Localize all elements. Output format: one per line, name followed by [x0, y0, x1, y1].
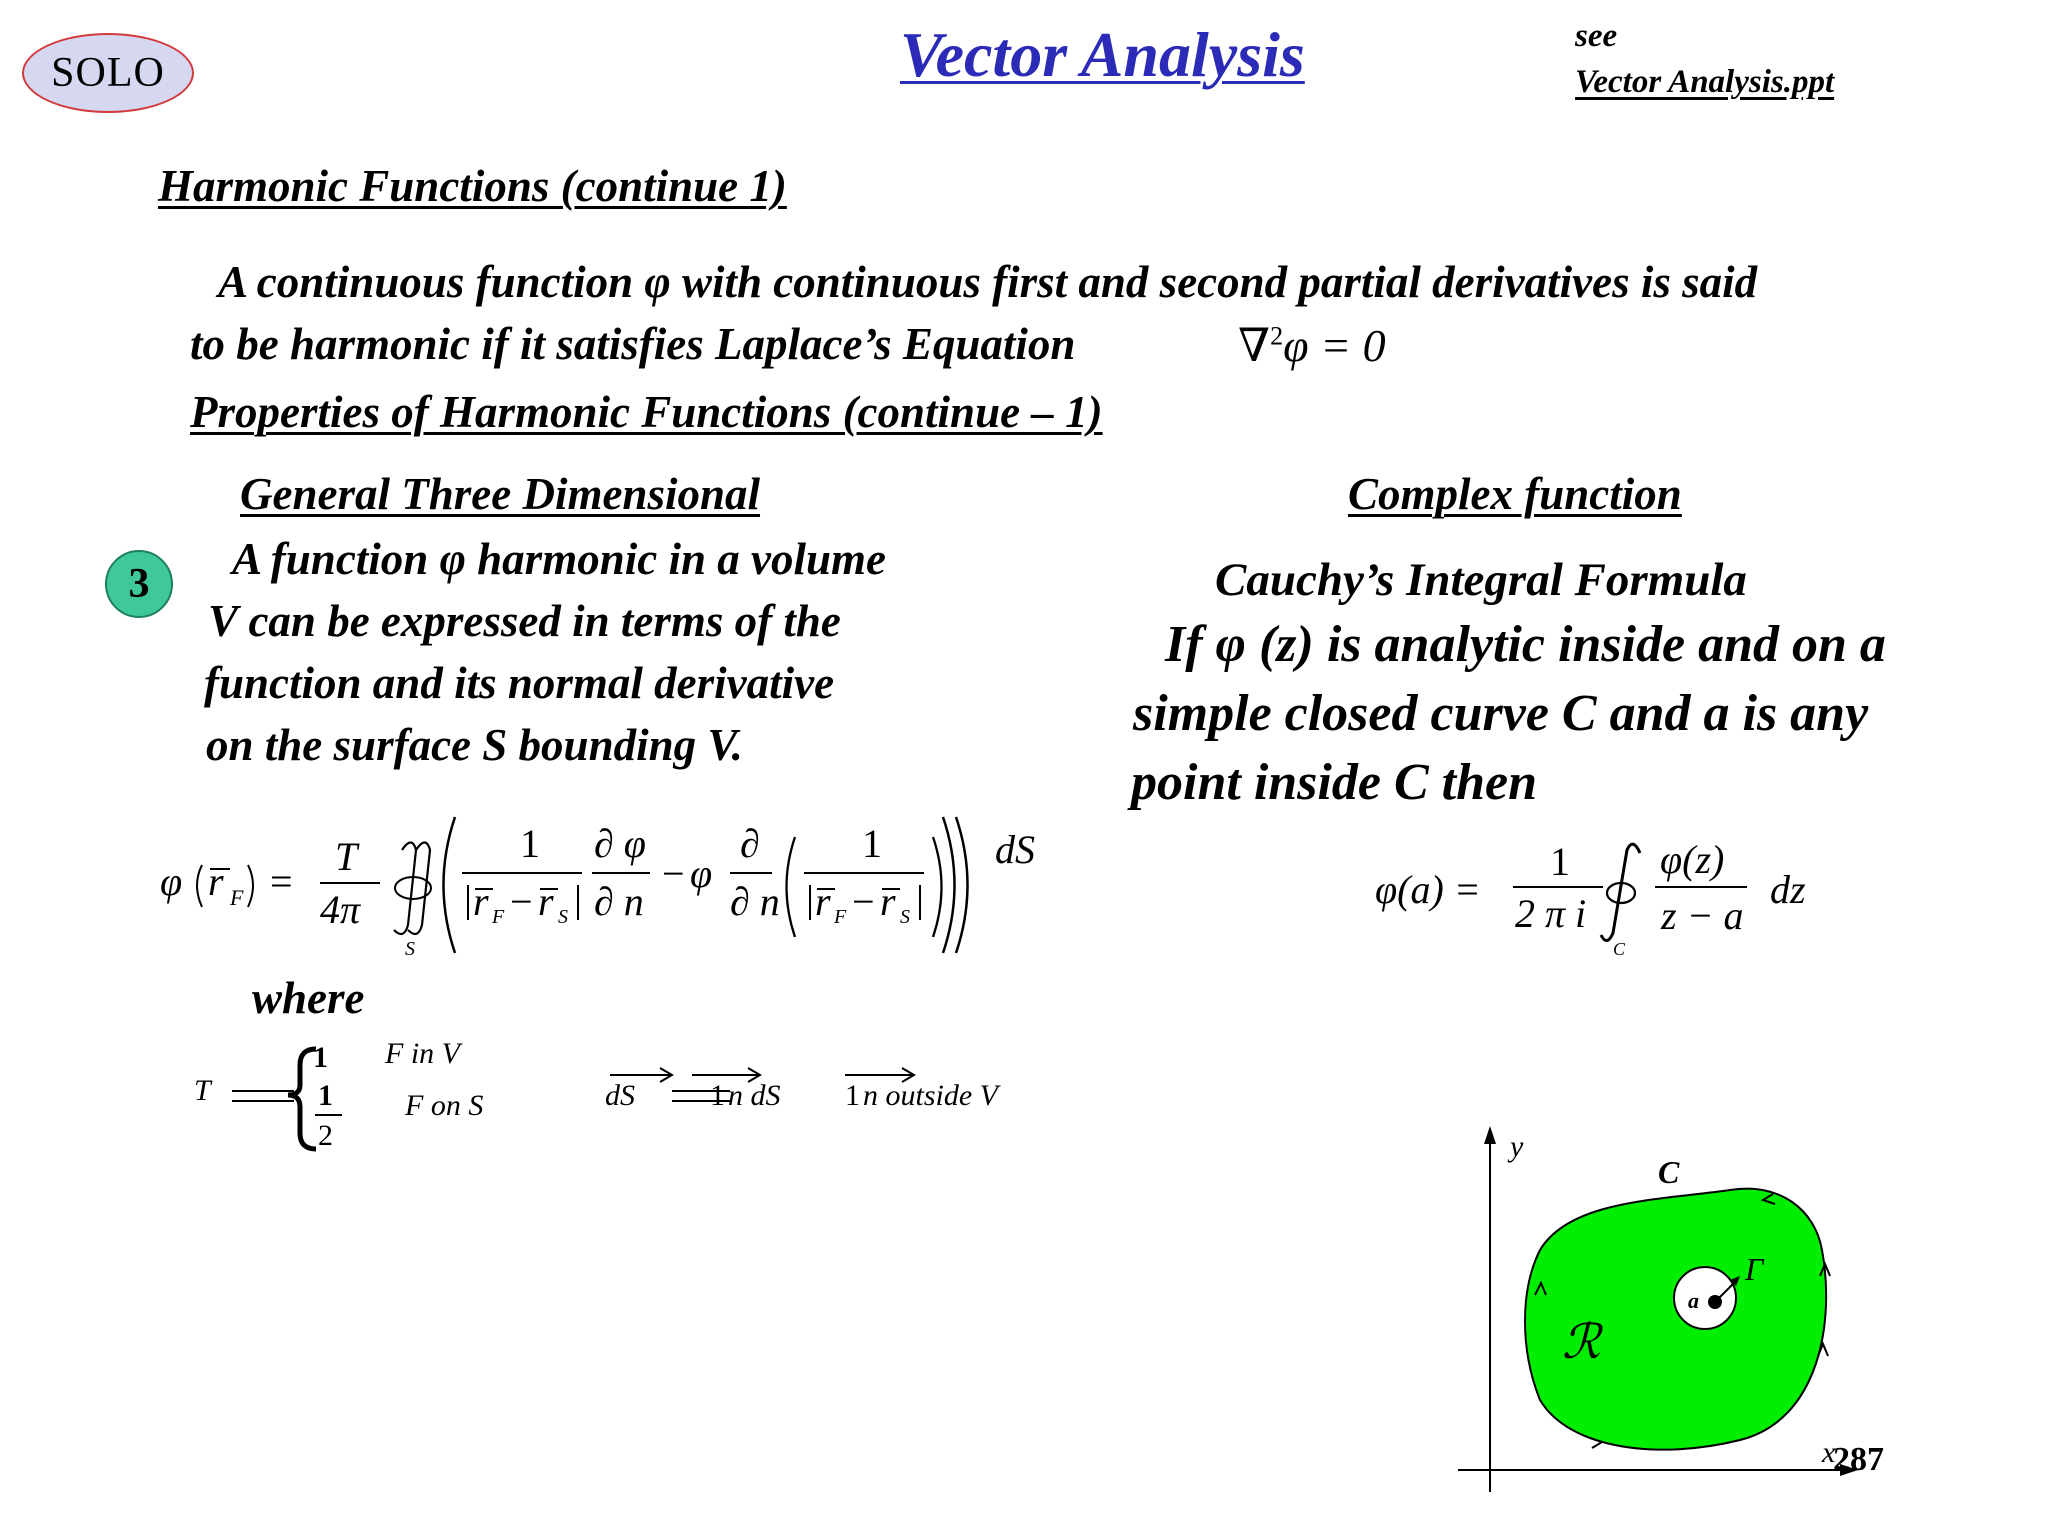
item-number: 3	[128, 561, 150, 607]
f-minus-a: −	[510, 879, 533, 924]
page-number: 287	[1833, 1441, 1884, 1478]
f-phi-b: φ	[690, 851, 713, 896]
properties-heading: Properties of Harmonic Functions (continue – 1)	[190, 387, 1103, 437]
laplace-equation	[1238, 318, 1386, 372]
right-text-line-2: simple closed curve C and a is any	[1133, 685, 1869, 742]
f-r-sub-F: F	[230, 885, 244, 910]
left-text-line-4: on the surface S bounding V.	[206, 720, 743, 770]
curve-label-gamma: Γ	[1745, 1251, 1764, 1287]
f-rF-a-sub: F	[492, 906, 505, 928]
f-phi: φ	[160, 859, 183, 904]
see-reference-link[interactable]: Vector Analysis.ppt	[1575, 64, 1835, 100]
section-heading: Harmonic Functions (continue 1)	[158, 161, 787, 211]
f-equals: =	[270, 859, 293, 904]
f-dn-b: ∂ n	[730, 879, 780, 924]
c-dz: dz	[1770, 867, 1806, 912]
f-one-a: 1	[520, 821, 540, 866]
item-number-badge	[105, 550, 173, 618]
region-diagram	[1440, 1120, 1940, 1500]
left-text-line-2: V can be expressed in terms of the	[208, 596, 841, 646]
f-partial: ∂	[740, 821, 760, 866]
f-minus-b: −	[662, 851, 685, 896]
inner-circle-gamma	[1674, 1267, 1736, 1329]
t-symbol: T	[194, 1074, 211, 1107]
f-rS-b-sub: S	[900, 906, 910, 928]
region-label-R: ℛ	[1562, 1316, 1601, 1369]
t-one-d: 1	[845, 1079, 860, 1112]
harmonic-integral-formula	[150, 795, 1050, 955]
complex-function-heading: Complex function	[1348, 469, 1682, 519]
general-3d-heading: General Three Dimensional	[240, 469, 761, 519]
t-one-a: 1	[313, 1041, 328, 1074]
f-T: T	[335, 834, 358, 879]
intro-line-1: A continuous function φ with continuous first and second partial derivatives is said	[218, 257, 1758, 307]
laplace-equation-rest: φ = 0	[1283, 320, 1386, 371]
see-label: see	[1575, 18, 1618, 54]
t-F-in-V: F in V	[385, 1037, 460, 1070]
right-text-line-1: If φ (z) is analytic inside and on a	[1165, 616, 1886, 673]
f-one-b: 1	[862, 821, 882, 866]
f-surface-S: S	[405, 938, 415, 955]
f-rF-a: r	[473, 879, 489, 924]
t-definition	[190, 1035, 1170, 1160]
f-dS: dS	[995, 827, 1035, 872]
point-label-a: a	[1688, 1288, 1699, 1313]
f-dphi: ∂ φ	[594, 821, 646, 866]
t-F-on-S: F on S	[405, 1089, 484, 1122]
c-numerator: φ(z)	[1660, 837, 1725, 882]
laplace-exponent: 2	[1270, 321, 1284, 351]
left-text-line-3: function and its normal derivative	[204, 658, 835, 708]
c-lhs: φ(a) =	[1375, 867, 1481, 912]
y-axis-arrow	[1484, 1126, 1496, 1144]
t-dS-vec: dS	[605, 1079, 635, 1112]
f-rS-a: r	[538, 879, 554, 924]
c-one: 1	[1550, 839, 1570, 884]
f-four-pi: 4π	[320, 887, 361, 932]
nabla-symbol: ∇	[1238, 320, 1271, 371]
f-rS-b: r	[880, 879, 896, 924]
f-rS-a-sub: S	[558, 906, 568, 928]
curve-label-C: C	[1658, 1154, 1680, 1190]
where-label: where	[252, 973, 365, 1023]
solo-logo-text: SOLO	[51, 50, 165, 96]
t-two: 2	[318, 1119, 333, 1152]
t-one-c: 1	[710, 1079, 725, 1112]
f-r: r	[208, 859, 224, 904]
c-contour-C: C	[1613, 939, 1626, 959]
page-title: Vector Analysis	[900, 19, 1305, 90]
f-rF-b: r	[815, 879, 831, 924]
y-axis-label: y	[1510, 1130, 1524, 1163]
intro-line-2: to be harmonic if it satisfies Laplace’s Equation	[190, 319, 1076, 369]
f-minus-c: −	[852, 879, 875, 924]
t-n-dS: n dS	[728, 1079, 781, 1112]
f-dn-a: ∂ n	[594, 879, 644, 924]
c-denominator: z − a	[1661, 893, 1744, 938]
left-text-line-1: A function φ harmonic in a volume	[232, 534, 886, 584]
right-text-line-3: point inside C then	[1131, 754, 1537, 811]
x-axis-label: x	[1822, 1436, 1836, 1469]
solo-logo-badge	[22, 33, 194, 113]
c-two-pi-i: 2 π i	[1515, 891, 1587, 936]
t-one-b: 1	[318, 1079, 333, 1112]
t-n-outside-V: n outside V	[863, 1079, 998, 1112]
cauchy-formula-title: Cauchy’s Integral Formula	[1215, 554, 1747, 606]
cauchy-integral-formula	[1365, 825, 1885, 960]
f-rF-b-sub: F	[834, 906, 847, 928]
